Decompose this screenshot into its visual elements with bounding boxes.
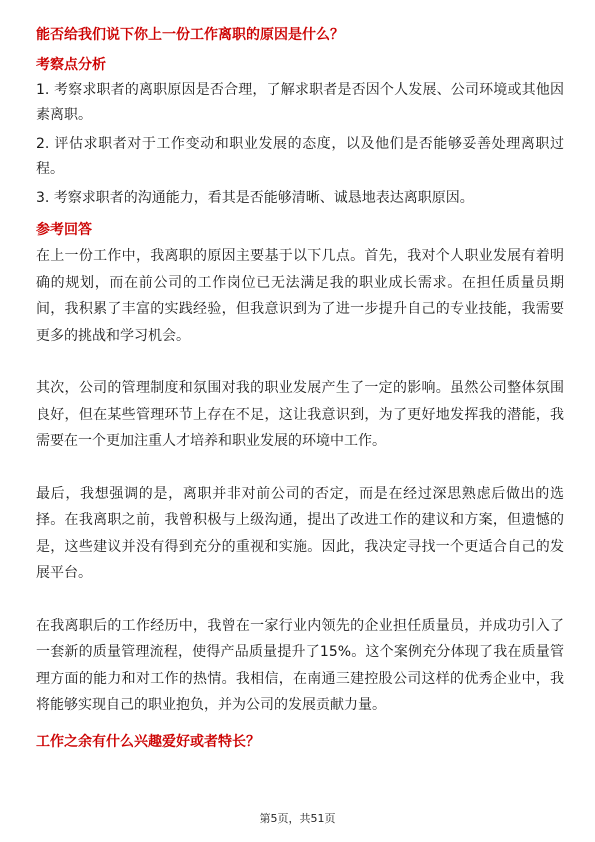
question-title: 能否给我们说下你上一份工作离职的原因是什么？ [36, 27, 344, 43]
page-content [36, 24, 564, 753]
analysis-item: 1. 考察求职者的离职原因是否合理，了解求职者是否因个人发展、公司环境或其他因素离职。 [36, 82, 564, 123]
answer-paragraph: 最后，我想强调的是，离职并非对前公司的否定，而是在经过深思熟虑后做出的选择。在我离职之前，我曾积极与上级沟通，提出了改进工作的建议和方案，但遗憾的是，这些建议并没有得到充分的重视和实施。因此，我决定寻找一个更适合自己的发展平台。 [36, 485, 564, 581]
answer-body [36, 243, 564, 719]
answer-paragraph: 其次，公司的管理制度和氛围对我的职业发展产生了一定的影响。虽然公司整体氛围良好，但在某些管理环节上存在不足，这让我意识到，为了更好地发挥我的潜能，我需要在一个更加注重人才培养和职业发展的环境中工作。 [36, 380, 564, 449]
answer-heading: 参考回答 [36, 222, 92, 238]
page-number-footer: 第5页，共51页 [259, 812, 336, 825]
analysis-list [36, 78, 564, 211]
answer-paragraph: 在我离职后的工作经历中，我曾在一家行业内领先的企业担任质量员，并成功引入了一套新的质量管理流程，使得产品质量提升了15%。这个案例充分体现了我在质量管理方面的能力和对工作的热情。我相信，在南通三建控股公司这样的优秀企业中，我将能够实现自己的职业抱负，并为公司的发展贡献力量。 [36, 617, 564, 713]
analysis-heading: 考察点分析 [36, 57, 106, 73]
next-question-title: 工作之余有什么兴趣爱好或者特长？ [36, 733, 260, 750]
answer-paragraph: 在上一份工作中，我离职的原因主要基于以下几点。首先，我对个人职业发展有着明确的规划，而在前公司的工作岗位已无法满足我的职业成长需求。在担任质量员期间，我积累了丰富的实践经验，但我意识到为了进一步提升自己的专业技能，我需要更多的挑战和学习机会。 [36, 248, 564, 344]
analysis-item: 2. 评估求职者对于工作变动和职业发展的态度，以及他们是否能够妥善处理离职过程。 [36, 136, 564, 177]
analysis-item: 3. 考察求职者的沟通能力，看其是否能够清晰、诚恳地表达离职原因。 [36, 190, 474, 206]
